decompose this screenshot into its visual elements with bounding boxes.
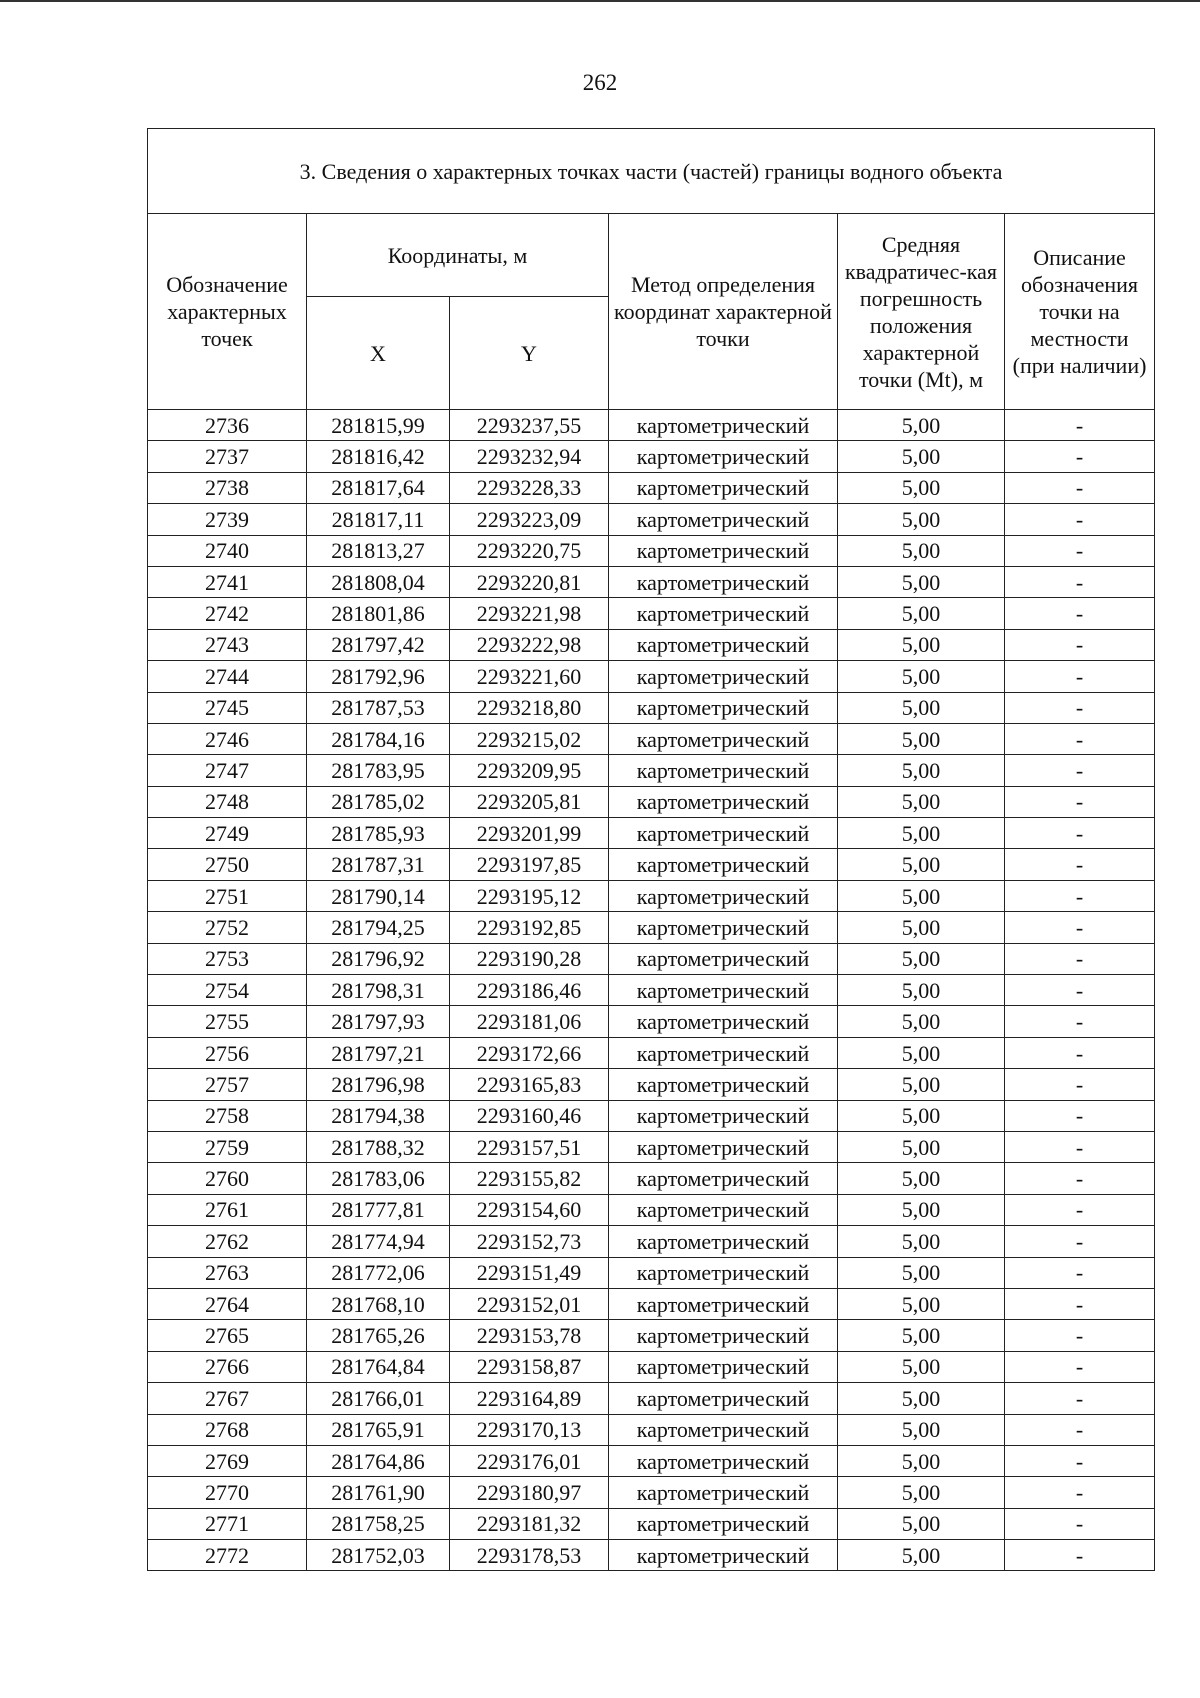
cell-method: картометрический xyxy=(609,692,838,723)
cell-description: - xyxy=(1005,598,1155,629)
cell-point-id: 2752 xyxy=(148,912,307,943)
cell-y: 2293154,60 xyxy=(450,1194,609,1225)
cell-method: картометрический xyxy=(609,410,838,441)
table-row xyxy=(148,1414,1155,1445)
cell-method: картометрический xyxy=(609,786,838,817)
cell-description: - xyxy=(1005,535,1155,566)
cell-point-id: 2736 xyxy=(148,410,307,441)
cell-method: картометрический xyxy=(609,1383,838,1414)
cell-point-id: 2745 xyxy=(148,692,307,723)
cell-point-id: 2770 xyxy=(148,1477,307,1508)
table-row xyxy=(148,566,1155,597)
cell-error: 5,00 xyxy=(838,598,1005,629)
cell-error: 5,00 xyxy=(838,755,1005,786)
cell-x: 281783,06 xyxy=(307,1163,450,1194)
cell-method: картометрический xyxy=(609,598,838,629)
cell-description: - xyxy=(1005,1069,1155,1100)
cell-x: 281774,94 xyxy=(307,1226,450,1257)
cell-description: - xyxy=(1005,1540,1155,1571)
cell-error: 5,00 xyxy=(838,1540,1005,1571)
cell-x: 281792,96 xyxy=(307,661,450,692)
header-method: Метод определения координат характерной точки xyxy=(609,214,838,410)
table-row xyxy=(148,661,1155,692)
cell-x: 281765,26 xyxy=(307,1320,450,1351)
cell-point-id: 2749 xyxy=(148,818,307,849)
cell-error: 5,00 xyxy=(838,975,1005,1006)
table-row xyxy=(148,943,1155,974)
cell-method: картометрический xyxy=(609,912,838,943)
cell-point-id: 2761 xyxy=(148,1194,307,1225)
cell-y: 2293172,66 xyxy=(450,1037,609,1068)
cell-y: 2293157,51 xyxy=(450,1131,609,1162)
cell-y: 2293237,55 xyxy=(450,410,609,441)
cell-point-id: 2753 xyxy=(148,943,307,974)
cell-y: 2293221,98 xyxy=(450,598,609,629)
cell-point-id: 2769 xyxy=(148,1445,307,1476)
cell-description: - xyxy=(1005,1037,1155,1068)
cell-method: картометрический xyxy=(609,1414,838,1445)
cell-x: 281813,27 xyxy=(307,535,450,566)
cell-point-id: 2750 xyxy=(148,849,307,880)
cell-description: - xyxy=(1005,943,1155,974)
cell-error: 5,00 xyxy=(838,410,1005,441)
table-row xyxy=(148,1194,1155,1225)
cell-method: картометрический xyxy=(609,1540,838,1571)
cell-y: 2293155,82 xyxy=(450,1163,609,1194)
cell-description: - xyxy=(1005,1445,1155,1476)
cell-method: картометрический xyxy=(609,1100,838,1131)
cell-method: картометрический xyxy=(609,1508,838,1539)
cell-description: - xyxy=(1005,1351,1155,1382)
cell-error: 5,00 xyxy=(838,1100,1005,1131)
cell-point-id: 2772 xyxy=(148,1540,307,1571)
cell-point-id: 2768 xyxy=(148,1414,307,1445)
cell-y: 2293152,73 xyxy=(450,1226,609,1257)
cell-description: - xyxy=(1005,1194,1155,1225)
cell-y: 2293221,60 xyxy=(450,661,609,692)
table-row xyxy=(148,629,1155,660)
cell-error: 5,00 xyxy=(838,535,1005,566)
cell-description: - xyxy=(1005,441,1155,472)
cell-method: картометрический xyxy=(609,504,838,535)
cell-x: 281752,03 xyxy=(307,1540,450,1571)
table-row xyxy=(148,1226,1155,1257)
table-row xyxy=(148,1100,1155,1131)
cell-method: картометрический xyxy=(609,849,838,880)
header-coordinates: Координаты, м xyxy=(307,214,609,297)
cell-method: картометрический xyxy=(609,1288,838,1319)
cell-x: 281801,86 xyxy=(307,598,450,629)
cell-method: картометрический xyxy=(609,441,838,472)
header-description: Описание обозначения точки на местности (при наличии) xyxy=(1005,214,1155,410)
cell-description: - xyxy=(1005,472,1155,503)
cell-error: 5,00 xyxy=(838,472,1005,503)
cell-point-id: 2754 xyxy=(148,975,307,1006)
cell-point-id: 2742 xyxy=(148,598,307,629)
cell-y: 2293223,09 xyxy=(450,504,609,535)
cell-description: - xyxy=(1005,1100,1155,1131)
cell-error: 5,00 xyxy=(838,566,1005,597)
table-row xyxy=(148,1037,1155,1068)
cell-method: картометрический xyxy=(609,723,838,754)
cell-point-id: 2743 xyxy=(148,629,307,660)
table-row xyxy=(148,975,1155,1006)
section-title: 3. Сведения о характерных точках части (частей) границы водного объекта xyxy=(148,129,1155,214)
cell-method: картометрический xyxy=(609,1351,838,1382)
cell-y: 2293215,02 xyxy=(450,723,609,754)
cell-y: 2293220,75 xyxy=(450,535,609,566)
table-row xyxy=(148,1006,1155,1037)
cell-description: - xyxy=(1005,1131,1155,1162)
cell-description: - xyxy=(1005,1226,1155,1257)
cell-method: картометрический xyxy=(609,1069,838,1100)
cell-y: 2293181,32 xyxy=(450,1508,609,1539)
cell-x: 281816,42 xyxy=(307,441,450,472)
cell-description: - xyxy=(1005,1414,1155,1445)
cell-y: 2293218,80 xyxy=(450,692,609,723)
cell-method: картометрический xyxy=(609,629,838,660)
cell-y: 2293181,06 xyxy=(450,1006,609,1037)
cell-method: картометрический xyxy=(609,1037,838,1068)
cell-y: 2293201,99 xyxy=(450,818,609,849)
cell-error: 5,00 xyxy=(838,1414,1005,1445)
cell-description: - xyxy=(1005,566,1155,597)
cell-description: - xyxy=(1005,1006,1155,1037)
table-row xyxy=(148,755,1155,786)
cell-method: картометрический xyxy=(609,1445,838,1476)
table-row xyxy=(148,1351,1155,1382)
cell-point-id: 2760 xyxy=(148,1163,307,1194)
page-top-rule xyxy=(0,0,1200,2)
cell-x: 281783,95 xyxy=(307,755,450,786)
cell-x: 281794,25 xyxy=(307,912,450,943)
table-row xyxy=(148,441,1155,472)
cell-error: 5,00 xyxy=(838,1131,1005,1162)
table-row xyxy=(148,504,1155,535)
cell-x: 281797,42 xyxy=(307,629,450,660)
table-row xyxy=(148,818,1155,849)
cell-error: 5,00 xyxy=(838,786,1005,817)
cell-error: 5,00 xyxy=(838,943,1005,974)
cell-description: - xyxy=(1005,975,1155,1006)
table-row xyxy=(148,1257,1155,1288)
cell-description: - xyxy=(1005,755,1155,786)
table-row xyxy=(148,598,1155,629)
table-row xyxy=(148,786,1155,817)
cell-point-id: 2755 xyxy=(148,1006,307,1037)
cell-description: - xyxy=(1005,1163,1155,1194)
header-y: Y xyxy=(450,297,609,410)
table-row xyxy=(148,1445,1155,1476)
cell-method: картометрический xyxy=(609,943,838,974)
cell-x: 281808,04 xyxy=(307,566,450,597)
table-row xyxy=(148,880,1155,911)
table-row xyxy=(148,912,1155,943)
cell-error: 5,00 xyxy=(838,849,1005,880)
cell-method: картометрический xyxy=(609,1006,838,1037)
cell-y: 2293222,98 xyxy=(450,629,609,660)
cell-y: 2293209,95 xyxy=(450,755,609,786)
cell-point-id: 2756 xyxy=(148,1037,307,1068)
cell-method: картометрический xyxy=(609,1257,838,1288)
cell-description: - xyxy=(1005,818,1155,849)
cell-method: картометрический xyxy=(609,661,838,692)
cell-x: 281785,02 xyxy=(307,786,450,817)
table-row xyxy=(148,1540,1155,1571)
cell-description: - xyxy=(1005,1508,1155,1539)
cell-x: 281817,64 xyxy=(307,472,450,503)
cell-description: - xyxy=(1005,786,1155,817)
table-row xyxy=(148,849,1155,880)
cell-method: картометрический xyxy=(609,818,838,849)
cell-error: 5,00 xyxy=(838,504,1005,535)
table-row xyxy=(148,1131,1155,1162)
cell-description: - xyxy=(1005,661,1155,692)
cell-error: 5,00 xyxy=(838,1194,1005,1225)
cell-error: 5,00 xyxy=(838,1445,1005,1476)
table-row xyxy=(148,472,1155,503)
cell-x: 281797,93 xyxy=(307,1006,450,1037)
cell-x: 281788,32 xyxy=(307,1131,450,1162)
cell-method: картометрический xyxy=(609,566,838,597)
cell-x: 281817,11 xyxy=(307,504,450,535)
cell-description: - xyxy=(1005,1477,1155,1508)
cell-y: 2293152,01 xyxy=(450,1288,609,1319)
cell-y: 2293158,87 xyxy=(450,1351,609,1382)
cell-x: 281787,31 xyxy=(307,849,450,880)
cell-y: 2293151,49 xyxy=(450,1257,609,1288)
cell-point-id: 2757 xyxy=(148,1069,307,1100)
cell-error: 5,00 xyxy=(838,1320,1005,1351)
cell-y: 2293220,81 xyxy=(450,566,609,597)
table-row xyxy=(148,410,1155,441)
cell-method: картометрический xyxy=(609,1477,838,1508)
cell-y: 2293205,81 xyxy=(450,786,609,817)
cell-error: 5,00 xyxy=(838,1226,1005,1257)
cell-point-id: 2767 xyxy=(148,1383,307,1414)
cell-x: 281784,16 xyxy=(307,723,450,754)
cell-point-id: 2766 xyxy=(148,1351,307,1382)
cell-description: - xyxy=(1005,723,1155,754)
cell-y: 2293197,85 xyxy=(450,849,609,880)
cell-x: 281768,10 xyxy=(307,1288,450,1319)
cell-x: 281815,99 xyxy=(307,410,450,441)
cell-error: 5,00 xyxy=(838,1288,1005,1319)
cell-error: 5,00 xyxy=(838,1163,1005,1194)
cell-error: 5,00 xyxy=(838,1508,1005,1539)
table-row xyxy=(148,1288,1155,1319)
cell-description: - xyxy=(1005,629,1155,660)
cell-y: 2293176,01 xyxy=(450,1445,609,1476)
cell-error: 5,00 xyxy=(838,441,1005,472)
cell-error: 5,00 xyxy=(838,912,1005,943)
cell-point-id: 2738 xyxy=(148,472,307,503)
cell-description: - xyxy=(1005,1257,1155,1288)
table-body xyxy=(148,410,1155,1571)
cell-x: 281798,31 xyxy=(307,975,450,1006)
table-row xyxy=(148,1320,1155,1351)
cell-error: 5,00 xyxy=(838,1006,1005,1037)
cell-point-id: 2739 xyxy=(148,504,307,535)
table-row xyxy=(148,1477,1155,1508)
cell-point-id: 2748 xyxy=(148,786,307,817)
cell-point-id: 2764 xyxy=(148,1288,307,1319)
table-row xyxy=(148,1069,1155,1100)
cell-point-id: 2762 xyxy=(148,1226,307,1257)
cell-description: - xyxy=(1005,410,1155,441)
cell-method: картометрический xyxy=(609,880,838,911)
cell-description: - xyxy=(1005,849,1155,880)
cell-error: 5,00 xyxy=(838,692,1005,723)
cell-description: - xyxy=(1005,1288,1155,1319)
cell-x: 281764,86 xyxy=(307,1445,450,1476)
table-row xyxy=(148,692,1155,723)
cell-x: 281777,81 xyxy=(307,1194,450,1225)
cell-error: 5,00 xyxy=(838,1069,1005,1100)
cell-x: 281794,38 xyxy=(307,1100,450,1131)
cell-description: - xyxy=(1005,912,1155,943)
cell-error: 5,00 xyxy=(838,880,1005,911)
cell-y: 2293160,46 xyxy=(450,1100,609,1131)
cell-point-id: 2763 xyxy=(148,1257,307,1288)
cell-x: 281796,98 xyxy=(307,1069,450,1100)
page-number: 262 xyxy=(582,70,618,95)
cell-point-id: 2737 xyxy=(148,441,307,472)
cell-x: 281796,92 xyxy=(307,943,450,974)
cell-x: 281785,93 xyxy=(307,818,450,849)
cell-method: картометрический xyxy=(609,535,838,566)
cell-y: 2293164,89 xyxy=(450,1383,609,1414)
cell-point-id: 2758 xyxy=(148,1100,307,1131)
cell-description: - xyxy=(1005,880,1155,911)
cell-point-id: 2747 xyxy=(148,755,307,786)
cell-point-id: 2771 xyxy=(148,1508,307,1539)
cell-x: 281764,84 xyxy=(307,1351,450,1382)
cell-point-id: 2746 xyxy=(148,723,307,754)
cell-method: картометрический xyxy=(609,1226,838,1257)
cell-description: - xyxy=(1005,1383,1155,1414)
cell-x: 281766,01 xyxy=(307,1383,450,1414)
table-row xyxy=(148,723,1155,754)
cell-point-id: 2740 xyxy=(148,535,307,566)
cell-method: картометрический xyxy=(609,1320,838,1351)
cell-method: картометрический xyxy=(609,1194,838,1225)
cell-y: 2293192,85 xyxy=(450,912,609,943)
cell-y: 2293228,33 xyxy=(450,472,609,503)
cell-y: 2293190,28 xyxy=(450,943,609,974)
cell-method: картометрический xyxy=(609,1131,838,1162)
cell-point-id: 2759 xyxy=(148,1131,307,1162)
cell-y: 2293195,12 xyxy=(450,880,609,911)
cell-x: 281761,90 xyxy=(307,1477,450,1508)
characteristic-points-table xyxy=(147,128,1155,1571)
header-x: X xyxy=(307,297,450,410)
cell-y: 2293232,94 xyxy=(450,441,609,472)
cell-y: 2293178,53 xyxy=(450,1540,609,1571)
cell-error: 5,00 xyxy=(838,1477,1005,1508)
cell-description: - xyxy=(1005,1320,1155,1351)
cell-error: 5,00 xyxy=(838,1351,1005,1382)
cell-method: картометрический xyxy=(609,472,838,503)
cell-description: - xyxy=(1005,504,1155,535)
cell-x: 281765,91 xyxy=(307,1414,450,1445)
cell-y: 2293186,46 xyxy=(450,975,609,1006)
cell-method: картометрический xyxy=(609,1163,838,1194)
table-row xyxy=(148,1383,1155,1414)
cell-x: 281797,21 xyxy=(307,1037,450,1068)
cell-method: картометрический xyxy=(609,755,838,786)
header-error: Средняя квадратичес-кая погрешность положения характерной точки (Mt), м xyxy=(838,214,1005,410)
cell-error: 5,00 xyxy=(838,723,1005,754)
cell-y: 2293170,13 xyxy=(450,1414,609,1445)
table-row xyxy=(148,535,1155,566)
cell-y: 2293165,83 xyxy=(450,1069,609,1100)
cell-point-id: 2765 xyxy=(148,1320,307,1351)
cell-y: 2293180,97 xyxy=(450,1477,609,1508)
cell-x: 281790,14 xyxy=(307,880,450,911)
cell-error: 5,00 xyxy=(838,1037,1005,1068)
cell-y: 2293153,78 xyxy=(450,1320,609,1351)
cell-x: 281758,25 xyxy=(307,1508,450,1539)
cell-description: - xyxy=(1005,692,1155,723)
cell-method: картометрический xyxy=(609,975,838,1006)
cell-point-id: 2751 xyxy=(148,880,307,911)
cell-x: 281787,53 xyxy=(307,692,450,723)
cell-point-id: 2741 xyxy=(148,566,307,597)
cell-error: 5,00 xyxy=(838,818,1005,849)
cell-error: 5,00 xyxy=(838,661,1005,692)
cell-error: 5,00 xyxy=(838,1383,1005,1414)
cell-point-id: 2744 xyxy=(148,661,307,692)
table-row xyxy=(148,1508,1155,1539)
cell-error: 5,00 xyxy=(838,1257,1005,1288)
cell-x: 281772,06 xyxy=(307,1257,450,1288)
header-point-name: Обозначение характерных точек xyxy=(148,214,307,410)
cell-error: 5,00 xyxy=(838,629,1005,660)
table-row xyxy=(148,1163,1155,1194)
